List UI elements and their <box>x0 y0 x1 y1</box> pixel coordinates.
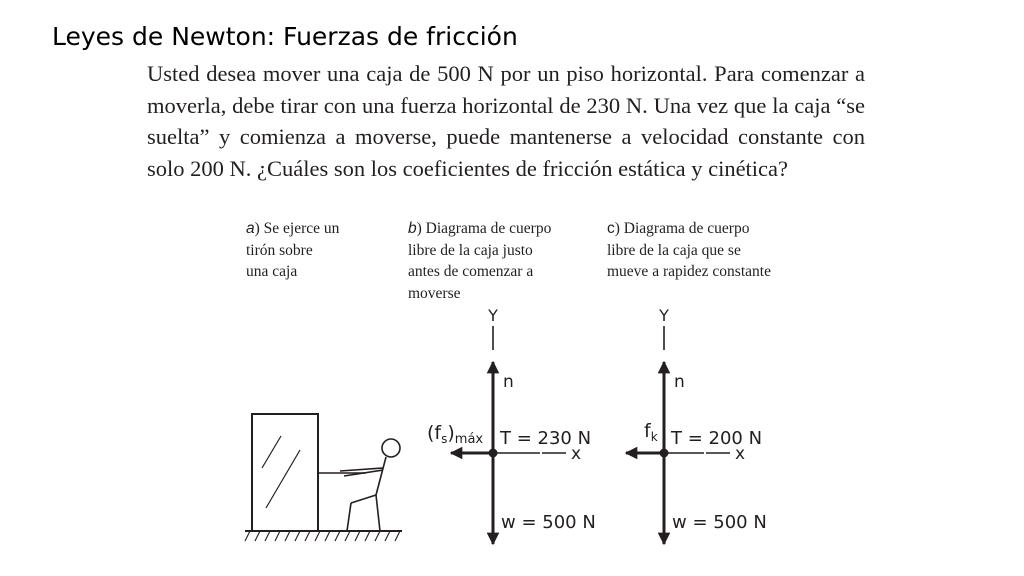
person-figure <box>340 439 400 531</box>
caption-a-letter: a <box>246 220 255 237</box>
friction-max-b: máx <box>454 432 484 447</box>
static-friction-label-b <box>427 422 483 447</box>
normal-label-c: n <box>674 372 685 392</box>
tension-label-c: T = 200 N <box>671 428 763 449</box>
y-axis-label-b: Y <box>488 306 498 325</box>
x-axis-label-b: x <box>571 444 582 464</box>
caption-b-line-4: moverse <box>408 284 461 302</box>
caption-c-line-3: mueve a rapidez constante <box>607 263 771 280</box>
friction-close-paren-b: ) <box>447 422 455 444</box>
pulling-scene <box>245 414 402 541</box>
floor-hatching <box>245 531 400 541</box>
caption-c-letter: c <box>607 220 615 237</box>
caption-a-line-2: tirón sobre <box>246 241 313 259</box>
caption-a-line-3: una caja <box>246 263 298 280</box>
friction-symbol-c: f <box>644 420 651 442</box>
y-axis-label-c: Y <box>659 306 669 325</box>
caption-c-line-2: libre de la caja que se <box>607 241 741 259</box>
body-point-b <box>489 449 498 458</box>
caption-b-paren: ) <box>416 220 422 237</box>
box <box>252 414 318 531</box>
x-axis-label-c: x <box>735 444 746 464</box>
slide-title: Leyes de Newton: Fuerzas de fricción <box>52 22 518 51</box>
friction-subscript-b: s <box>441 432 448 446</box>
weight-label-b: w = 500 N <box>501 512 596 533</box>
caption-b-letter: b <box>408 220 417 237</box>
caption-c-paren: ) <box>614 220 620 237</box>
body-point-c <box>660 449 669 458</box>
box-glint-1 <box>262 436 281 468</box>
kinetic-friction-label-c <box>644 420 658 444</box>
caption-c-text-1: Diagrama de cuerpo <box>623 220 750 237</box>
problem-statement: Usted desea mover una caja de 500 N por un piso horizontal. Para comenzar a moverla, debe tirar con una fuerza horizontal de 230 N. Una vez que la caja “se suelta” y comienza a moverse, puede mantenerse a velocidad constante con solo 200 N. ¿Cuáles son los coeficientes de fricción estática y cinética? <box>147 61 865 181</box>
caption-b-line-2: libre de la caja justo <box>408 241 533 259</box>
free-body-diagram-b <box>427 306 596 544</box>
caption-b-line-3: antes de comenzar a <box>408 263 534 280</box>
caption-a-text-1: Se ejerce un <box>263 220 340 237</box>
friction-symbol-b: (f <box>427 422 442 444</box>
box-glint-2 <box>266 450 300 508</box>
caption-b-text-1: Diagrama de cuerpo <box>425 220 552 237</box>
friction-subscript-c: k <box>650 430 658 444</box>
normal-label-b: n <box>503 372 514 392</box>
free-body-diagram-c <box>626 306 767 544</box>
caption-a-paren: ) <box>254 220 260 237</box>
tension-label-b: T = 230 N <box>500 428 592 449</box>
weight-label-c: w = 500 N <box>672 512 767 533</box>
